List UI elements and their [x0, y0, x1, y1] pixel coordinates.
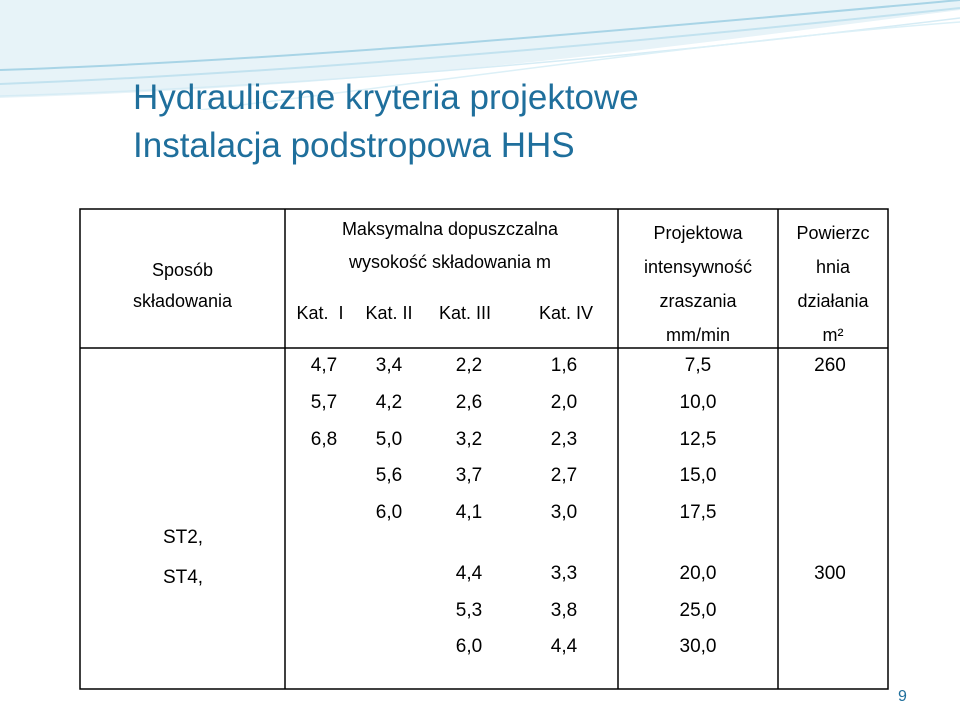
storage-label	[148, 518, 218, 598]
cell-area: 300	[814, 563, 846, 584]
cell-kat3: 6,0	[455, 636, 483, 657]
header-storage-line: Sposób	[151, 260, 214, 280]
page-number: 9	[898, 688, 907, 705]
header-intensity-line: mm/min	[666, 325, 730, 345]
header-area-line: hnia	[815, 257, 851, 277]
header-area-line: Powierzc	[796, 223, 870, 243]
cell-kat3: 4,1	[455, 502, 483, 523]
cell-kat4: 2,0	[550, 392, 578, 413]
cell-intensity: 17,5	[679, 502, 717, 523]
header-intensity	[620, 216, 776, 352]
cell-intensity: 25,0	[679, 600, 717, 621]
cell-intensity: 15,0	[679, 465, 717, 486]
cell-kat3: 3,7	[455, 465, 483, 486]
header-kat-3: Kat. III	[438, 303, 492, 323]
cell-kat2: 5,6	[375, 465, 403, 486]
cell-intensity: 30,0	[679, 636, 717, 657]
cell-kat1: 5,7	[310, 392, 338, 413]
storage-label-line: ST2,	[162, 527, 204, 548]
cell-kat4: 3,0	[550, 502, 578, 523]
cell-kat4: 2,7	[550, 465, 578, 486]
cell-kat3: 2,6	[455, 392, 483, 413]
cell-kat2: 3,4	[375, 355, 403, 376]
header-intensity-line: Projektowa	[653, 223, 743, 243]
header-area	[780, 216, 886, 352]
cell-area: 260	[814, 355, 846, 376]
header-storage-line: składowania	[132, 291, 233, 311]
storage-label-line: ST4,	[162, 567, 204, 588]
cell-intensity: 20,0	[679, 563, 717, 584]
cell-kat3: 3,2	[455, 429, 483, 450]
cell-kat4: 1,6	[550, 355, 578, 376]
cell-kat2: 6,0	[375, 502, 403, 523]
header-max-height	[290, 213, 610, 279]
cell-kat3: 4,4	[455, 563, 483, 584]
header-max-height-line: Maksymalna dopuszczalna	[341, 219, 559, 239]
cell-kat4: 4,4	[550, 636, 578, 657]
header-storage-method	[95, 255, 270, 317]
cell-kat2: 5,0	[375, 429, 403, 450]
header-max-height-line: wysokość składowania m	[348, 252, 552, 272]
cell-kat2: 4,2	[375, 392, 403, 413]
header-kat-1: Kat. I	[296, 303, 344, 323]
cell-intensity: 10,0	[679, 392, 717, 413]
cell-intensity: 7,5	[684, 355, 712, 376]
cell-kat1: 6,8	[310, 429, 338, 450]
header-area-line: działania	[797, 291, 869, 311]
header-intensity-line: zraszania	[659, 291, 737, 311]
header-kat-2: Kat. II	[365, 303, 413, 323]
slide-title-line1: Hydrauliczne kryteria projektowe	[133, 78, 639, 117]
cell-kat4: 2,3	[550, 429, 578, 450]
cell-kat3: 2,2	[455, 355, 483, 376]
cell-kat4: 3,8	[550, 600, 578, 621]
header-area-line: m²	[822, 325, 844, 345]
header-kat-4: Kat. IV	[538, 303, 594, 323]
header-intensity-line: intensywność	[643, 257, 753, 277]
cell-kat3: 5,3	[455, 600, 483, 621]
cell-kat1: 4,7	[310, 355, 338, 376]
cell-kat4: 3,3	[550, 563, 578, 584]
slide-title-line2: Instalacja podstropowa HHS	[133, 126, 575, 165]
cell-intensity: 12,5	[679, 429, 717, 450]
